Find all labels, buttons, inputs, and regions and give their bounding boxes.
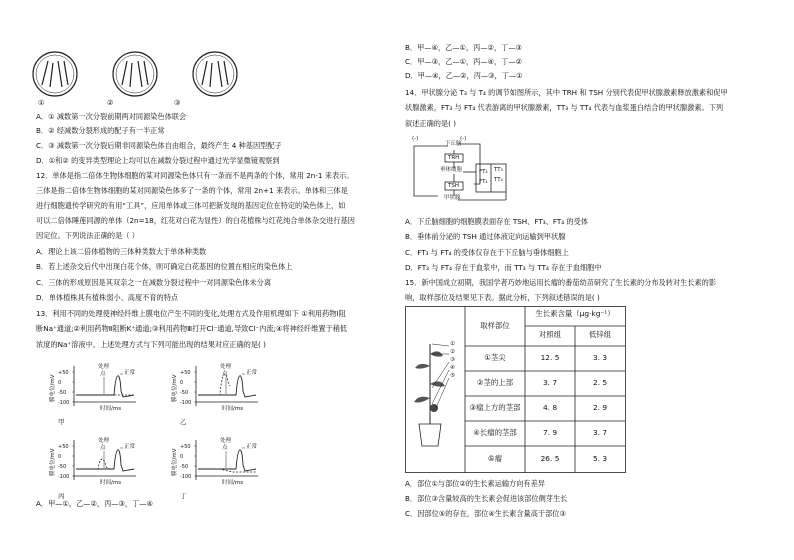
q14-line-2: 状腺激素，FT₃ 与 FT₄ 代表游离的甲状腺激素，TT₃ 与 TT₄ 代表与血浆蛋白结合的甲状腺激素。下列 <box>405 103 724 112</box>
y-tick-label: -100 <box>180 400 192 406</box>
row-control: 7. 9 <box>542 428 558 437</box>
row-control: 12. 5 <box>540 353 560 362</box>
y-tick-label: 0 <box>58 454 62 460</box>
q11-option-b: B．② 经减数分裂形成的配子有一半正常 <box>36 126 165 135</box>
q12-option-d: D．单体植株具有植株弱小、高度不育的特点 <box>36 293 179 302</box>
plant-label-5: ⑤ <box>450 373 455 379</box>
circle-label-1: ① <box>38 98 45 107</box>
q14-option-a: A．下丘脑细胞的细胞膜表面存在 TSH、FT₃、FT₄ 的受体 <box>405 217 588 226</box>
plant-label-4: ④ <box>450 365 455 371</box>
row-control: 4. 8 <box>542 403 558 412</box>
diagram-ft3: FT₃ <box>479 169 488 175</box>
q15-option-c: C．因部位⑤的存在，部位④生长素含量高于部位③ <box>405 509 566 518</box>
q15-option-b: B．部位③含量较高的生长素会促进该部位侧芽生长 <box>405 494 568 503</box>
graph-name-label: 丁 <box>180 492 187 500</box>
q12-option-b: B．若上述杂交后代中出现白花个体，则可确定白花基因的位置在相应的染色体上 <box>36 262 293 271</box>
y-tick-label: -50 <box>58 464 67 470</box>
diagram-pituitary: 垂体细胞 <box>440 167 463 173</box>
table-header-lowzinc: 低锌组 <box>588 330 612 339</box>
row-part: ②茎的上部 <box>476 378 514 387</box>
tomato-plant-drawing <box>414 344 449 446</box>
y-tick-label: -100 <box>180 474 192 480</box>
treatment-label-2: 点 <box>100 371 106 377</box>
q11-option-c: C．③ 减数第一次分裂后期非同源染色体自由组合，最终产生 4 种基因型配子 <box>36 141 282 150</box>
q11-option-d: D．①和② 的变异类型理论上均可以在减数分裂过程中通过光学显微镜观察到 <box>36 156 280 165</box>
row-part: ⑤瘤 <box>487 454 503 463</box>
row-part: ④长瘤的茎部 <box>473 428 517 437</box>
treatment-label: 处理 <box>220 438 232 444</box>
q12-option-c: C．三体的形成原因是其双亲之一在减数分裂过程中一对同源染色体未分离 <box>36 278 272 287</box>
q12-line-1: 12．单体是指二倍体生物体细胞的某对同源染色体只有一条而不是两条的个体，常用 2n-1 来表示。 <box>36 171 354 180</box>
diagram-tt3: TT₃ <box>494 167 503 173</box>
treatment-label-2: 点 <box>222 445 228 451</box>
diagram-trh: TRH <box>448 155 460 161</box>
y-tick-label: 0 <box>58 380 62 386</box>
x-axis-label: 时间/ms <box>222 480 244 486</box>
treatment-label: 处理 <box>220 364 232 370</box>
q13-option-b: B．甲—④，乙—①，丙—②，丁—③ <box>405 43 522 52</box>
y-axis-label: 膜电位/mV <box>172 448 178 476</box>
q13-line-3: 浓度的Na⁺溶液中。上述处理方式与下列可能出现的结果对应正确的是( ) <box>36 340 266 349</box>
y-axis-label: 膜电位/mV <box>50 448 56 476</box>
y-axis-label: 膜电位/mV <box>50 374 56 402</box>
table-header-control: 对照组 <box>538 330 562 339</box>
y-tick-label: +50 <box>180 370 191 376</box>
q15-option-a: A．部位①与部位②的生长素运输方向有差异 <box>405 479 545 488</box>
normal-label: 正常 <box>246 444 258 450</box>
diagram-tsh: TSH <box>448 183 459 189</box>
graph-name-label: 甲 <box>58 418 65 426</box>
diagram-tt4: TT₄ <box>494 177 503 183</box>
diagram-minus-left: (-) <box>412 136 419 142</box>
table-header-part: 取样部位 <box>480 321 510 330</box>
table-header-auxin: 生长素含量（μg·kg⁻¹） <box>535 309 615 318</box>
x-axis-label: 时间/ms <box>100 406 122 412</box>
q14-option-d: D．FT₃ 与 FT₄ 存在于血浆中，而 TT₃ 与 TT₄ 存在于血细胞中 <box>405 263 602 272</box>
y-tick-label: +50 <box>58 444 69 450</box>
q14-option-b: B．垂体前分泌的 TSH 通过体液定向运输到甲状腺 <box>405 232 566 241</box>
plant-label-1: ① <box>450 341 455 347</box>
row-lowzinc: 5. 3 <box>592 454 608 463</box>
q12-line-3: 进行细胞遗传学研究的有用“工具”，应用单体或三体可把新发现的基因定位在特定的染色体上，如 <box>36 201 346 210</box>
plant-label-3: ③ <box>450 357 455 363</box>
q14-line-3: 叙述正确的是( ) <box>405 119 457 128</box>
graph-name-label: 乙 <box>180 418 187 426</box>
y-tick-label: +50 <box>180 444 191 450</box>
q12-line-2: 三体是指二倍体生物体细胞的某对同源染色体多了一条的个体，常用 2n+1 来表示。单体和三体是 <box>36 186 348 195</box>
x-axis-label: 时间/ms <box>100 480 122 486</box>
treatment-label-2: 点 <box>100 445 106 451</box>
graph-name-label: 丙 <box>58 492 65 500</box>
row-part: ③瘤上方的茎部 <box>469 403 521 412</box>
q12-line-4: 可以二倍体睡莲同源的单体（2n=18，红花对白花为显性）的白花植株与红花纯合单体杂交进行基因 <box>36 216 355 225</box>
y-axis-label: 膜电位/mV <box>172 374 178 402</box>
y-tick-label: -50 <box>180 464 189 470</box>
treatment-label: 处理 <box>98 438 110 444</box>
normal-label: 正常 <box>246 370 258 376</box>
q11-option-a: A．① 减数第一次分裂前期两对同源染色体联会 <box>36 112 187 121</box>
row-lowzinc: 2. 5 <box>592 378 608 387</box>
q13-line-2: 断Na⁺通道;②利用药物Ⅱ阻断K⁺通道;③利用药物Ⅲ打开Cl⁻通道,导致Cl⁻内流;④将神经纤维置于稍低 <box>36 324 348 333</box>
row-control: 3. 7 <box>542 378 558 387</box>
q15-line-2: 响，取样部位及结果见下表。据此分析，下列叙述错误的是( ) <box>405 293 600 302</box>
treatment-label: 处理 <box>98 364 110 370</box>
q13-option-d: D．甲—④，乙—②，丙—③，丁—① <box>405 71 523 80</box>
treatment-label-2: 点 <box>222 371 228 377</box>
y-tick-label: -100 <box>58 474 70 480</box>
thyroid-regulation-diagram <box>408 134 518 214</box>
y-tick-label: -50 <box>58 390 67 396</box>
diagram-hypothalamus: 下丘脑 <box>445 141 462 147</box>
y-tick-label: -100 <box>58 400 70 406</box>
diagram-minus-right: (-) <box>460 136 467 142</box>
row-lowzinc: 2. 9 <box>592 403 608 412</box>
y-tick-label: 0 <box>180 454 184 460</box>
diagram-ft4: FT₄ <box>479 179 488 185</box>
y-tick-label: -50 <box>180 390 189 396</box>
row-part: ①茎尖 <box>484 353 506 362</box>
plant-label-2: ② <box>450 349 455 355</box>
q13-line-1: 13．利用不同的处理使神经纤维上膜电位产生不同的变化,处理方式及作用机理如下 ①利用药物Ⅰ阻 <box>36 309 346 318</box>
circle-label-3: ③ <box>174 98 181 107</box>
x-axis-label: 时间/ms <box>222 406 244 412</box>
circle-label-2: ② <box>107 98 114 107</box>
y-tick-label: 0 <box>180 380 184 386</box>
row-lowzinc: 3. 7 <box>592 428 608 437</box>
q13-option-a: A．甲—①，乙—②，丙—③，丁—④ <box>36 499 153 508</box>
row-lowzinc: 3. 3 <box>592 353 608 362</box>
diagram-thyroid: 甲状腺 <box>444 195 461 201</box>
q12-line-5: 因定位。下列说法正确的是（ ） <box>36 231 139 240</box>
q13-option-c: C．甲—③，乙—①，丙—④，丁—② <box>405 57 523 66</box>
normal-label: 正常 <box>124 444 136 450</box>
q15-line-1: 15．新中国成立初期，我国学者巧妙地运用长瘤的番茄幼苗研究了生长素的分布及转对生长素的影 <box>405 278 717 287</box>
q14-line-1: 14．甲状腺分泌 T₃ 与 T₄ 的调节如图所示，其中 TRH 和 TSH 分别代表促甲状腺激素释放激素和促甲 <box>405 88 728 97</box>
q14-option-c: C．FT₃ 与 FT₄ 的受体仅存在于下丘脑与垂体细胞上 <box>405 248 569 257</box>
q12-option-a: A．理论上该二倍体植物的三体种类数大于单体种类数 <box>36 247 207 256</box>
y-tick-label: +50 <box>58 370 69 376</box>
normal-label: 正常 <box>124 370 136 376</box>
row-control: 26. 5 <box>540 454 560 463</box>
